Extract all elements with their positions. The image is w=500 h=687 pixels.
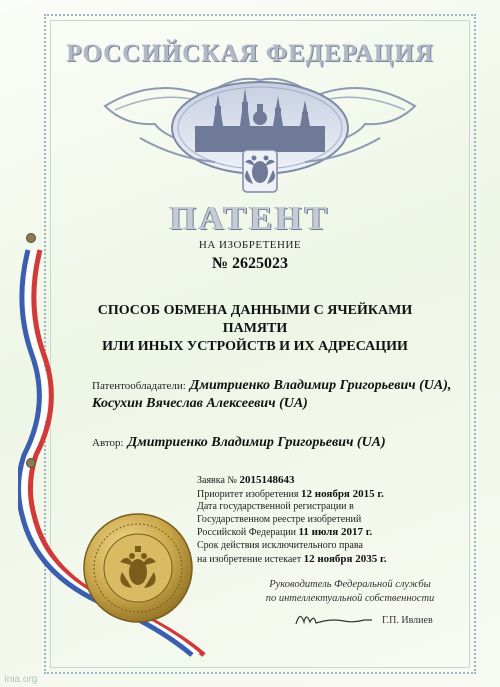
registration-label-line1: Дата государственной регистрации в — [197, 501, 354, 513]
registration-row — [197, 526, 386, 540]
author-name: Дмитриенко Владимир Григорьевич (UA) — [127, 435, 386, 450]
binding-grommet-top — [26, 233, 36, 243]
invention-title-line1: СПОСОБ ОБМЕНА ДАННЫМИ С ЯЧЕЙКАМИ ПАМЯТИ — [97, 303, 413, 336]
registration-label-line3: Российской Федерации — [197, 527, 297, 539]
signer-title-line1: Руководитель Федеральной службы — [269, 579, 431, 590]
registration-label-line2: Государственном реестре изобретений — [197, 513, 362, 525]
expiry-label-line1: Срок действия исключительного права — [197, 539, 363, 551]
signer-title — [250, 578, 450, 606]
expiry-row — [197, 553, 386, 567]
priority-row — [197, 488, 386, 502]
signature-icon — [294, 608, 374, 630]
expiry-label-line2: на изобретение истекает — [197, 553, 302, 565]
author-label: Автор: — [92, 437, 124, 449]
registration-date: 11 июля 2017 г. — [298, 526, 373, 539]
gold-seal-icon — [82, 512, 194, 624]
application-number: 2015148643 — [239, 474, 295, 486]
holders-label: Патентообладатели: — [92, 380, 186, 392]
patent-number: № 2625023 — [211, 255, 289, 272]
holder-1: Дмитриенко Владимир Григорьевич (UA), — [189, 378, 452, 393]
priority-label: Приоритет изобретения — [197, 488, 299, 500]
holder-2: Косухин Вячеслав Алексеевич (UA) — [92, 396, 308, 411]
expiry-date: 12 ноября 2035 г. — [303, 552, 387, 565]
signer-name: Г.П. Ивлиев — [382, 615, 433, 626]
signer-title-line2: по интеллектуальной собственности — [265, 593, 435, 604]
patent-title: ПАТЕНТ — [169, 200, 331, 237]
country-title: РОССИЙСКАЯ ФЕДЕРАЦИЯ — [66, 40, 434, 67]
application-info — [197, 474, 386, 566]
binding-grommet-bottom — [26, 458, 36, 468]
application-number-row — [197, 474, 386, 488]
kremlin-emblem-icon — [95, 66, 425, 206]
priority-date: 12 ноября 2015 г. — [300, 487, 384, 500]
invention-title-line2: ИЛИ ИНЫХ УСТРОЙСТВ И ИХ АДРЕСАЦИИ — [102, 339, 408, 354]
patent-subtitle: НА ИЗОБРЕТЕНИЕ — [198, 239, 302, 251]
application-label: Заявка № — [197, 475, 237, 486]
watermark: Inia.org — [4, 674, 38, 685]
